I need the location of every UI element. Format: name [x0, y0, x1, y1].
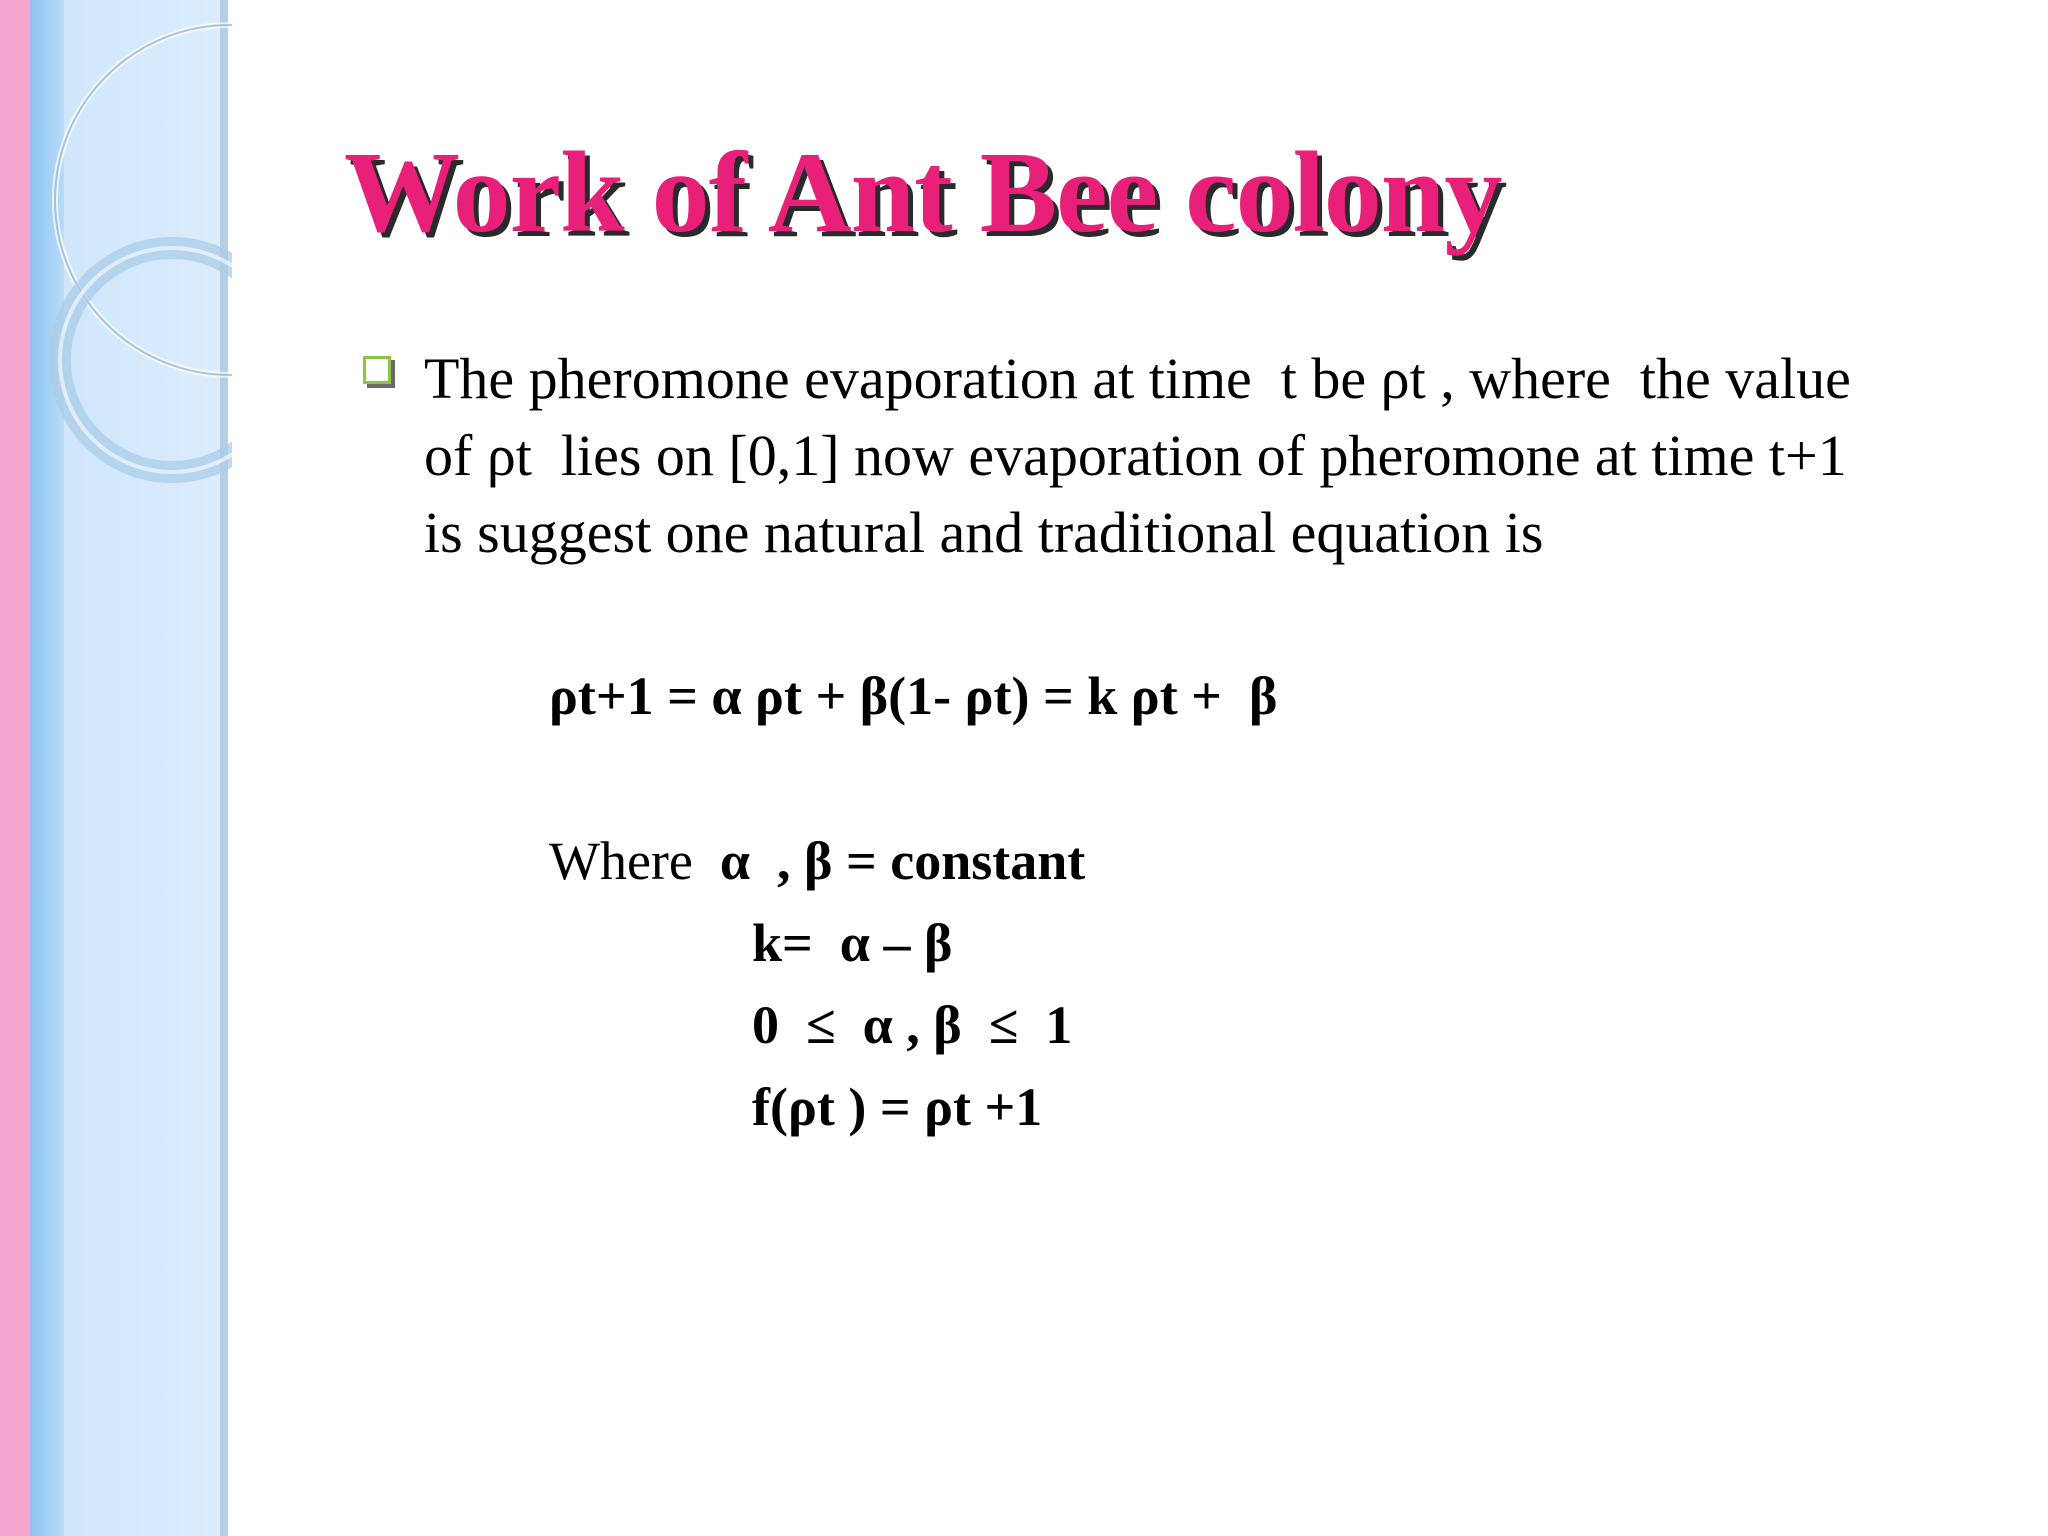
bullet-line-1: The pheromone evaporation at time t be ρt , where the value [424, 346, 1851, 411]
large-ring-outline [55, 25, 232, 375]
bullet-line-3: is suggest one natural and traditional equation is [424, 500, 1544, 565]
condition-function: f(ρt ) = ρt +1 [752, 1077, 1043, 1137]
decorative-rings [0, 0, 232, 1536]
where-line [549, 830, 1085, 892]
hollow-square-icon [363, 356, 391, 384]
where-label: Where [549, 831, 693, 891]
decorative-side-band [0, 0, 232, 1536]
constant-definition: α , β = constant [719, 831, 1086, 891]
bullet-line-2: of ρt lies on [0,1] now evaporation of pheromone at time t+1 [424, 423, 1847, 488]
small-ring [60, 248, 232, 472]
bullet-text [424, 340, 2024, 571]
condition-range: 0 ≤ α , β ≤ 1 [752, 995, 1073, 1055]
slide-title: Work of Ant Bee colony [344, 129, 1502, 257]
main-equation: ρt+1 = α ρt + β(1- ρt) = k ρt + β [549, 666, 1278, 726]
condition-k: k= α – β [752, 913, 953, 973]
large-ring [55, 25, 232, 375]
